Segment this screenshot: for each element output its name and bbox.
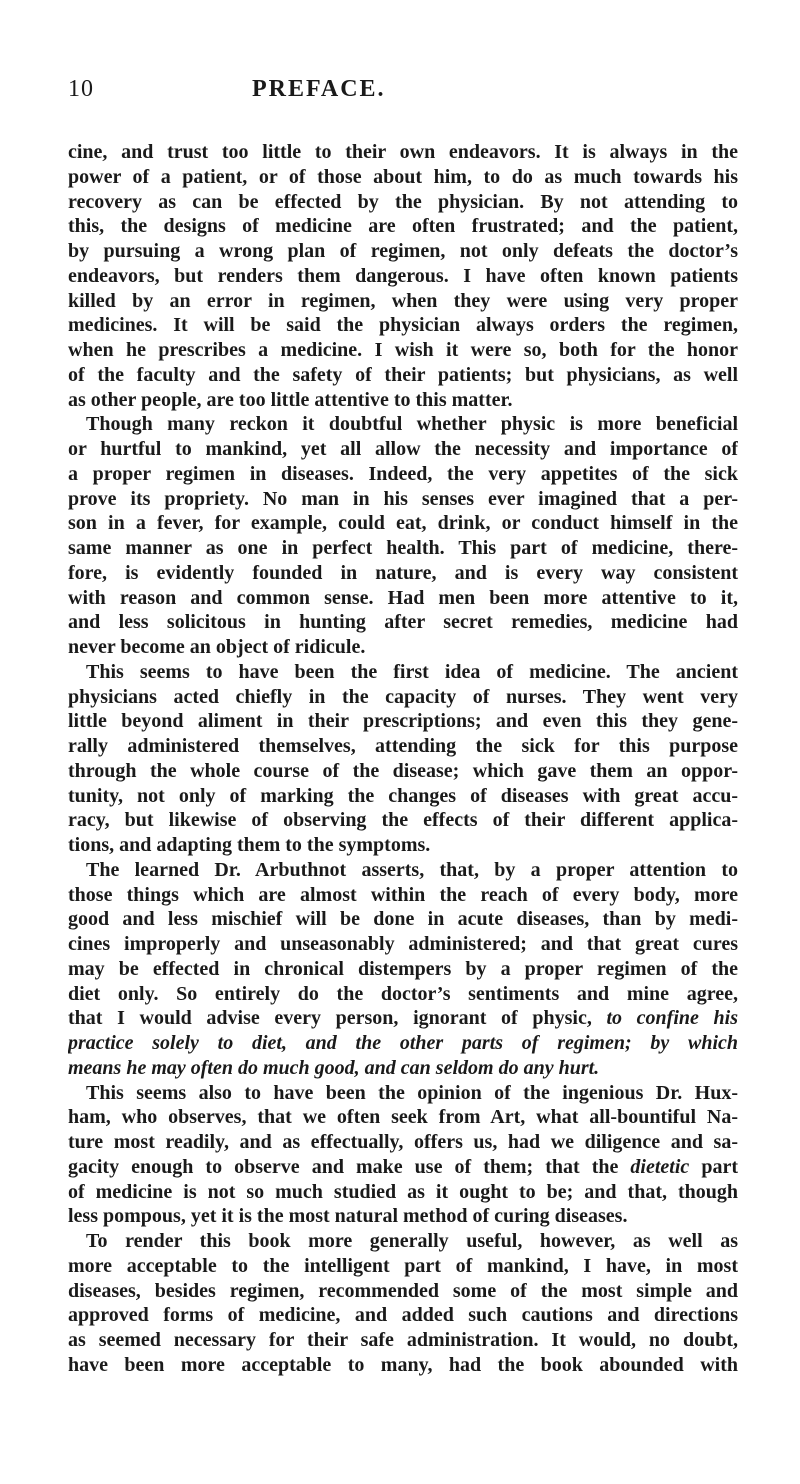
italic-run: to confine his [606, 1007, 738, 1030]
text-line: prove its propriety. No man in his senses ever imagined that a per- [68, 487, 738, 510]
text-line: recovery as can be effected by the physician. By not attending to [68, 190, 738, 213]
text-line: Though many reckon it doubtful whether physic is more beneficial [86, 413, 738, 436]
text-line: endeavors, but renders them dangerous. I have often known patients [68, 264, 738, 287]
text-line: power of a patient, or of those about him, to do as much towards his [68, 165, 738, 188]
text-line: never become an object of ridicule. [68, 636, 366, 658]
text-run: part [701, 1155, 738, 1178]
text-line: and less solicitous in hunting after secret remedies, medicine had [68, 611, 738, 634]
text-line: To render this book more generally useful, however, as well as [86, 1230, 738, 1252]
text-line: cine, and trust too little to their own endeavors. It is always in the [68, 141, 738, 163]
body-text [68, 140, 738, 1378]
text-line: have been more acceptable to many, had the book abounded with [68, 1353, 738, 1376]
text-line: when he prescribes a medicine. I wish it were so, both for the honor [68, 339, 738, 361]
text-line: as other people, are too little attentive to this matter. [68, 388, 513, 411]
text-line: those things which are almost within the reach of every body, more [68, 883, 738, 906]
text-line: ture most readily, and as effectually, offers us, had we diligence and sa- [68, 1131, 738, 1153]
text-line: less pompous, yet it is the most natural method of curing diseases. [68, 1205, 628, 1228]
text-line: little beyond aliment in their prescriptions; and even this they gene- [68, 710, 738, 733]
text-line: diseases, besides regimen, recommended some of the most simple and [68, 1279, 738, 1302]
text-run: gacity enough to observe and make use of them; that the [68, 1155, 619, 1178]
text-line: of the faculty and the safety of their patients; but physicians, as well [68, 363, 738, 386]
page-number: 10 [68, 76, 94, 102]
text-line: more acceptable to the intelligent part of mankind, I have, in most [68, 1254, 738, 1277]
text-line: This seems to have been the first idea of medicine. The ancient [86, 660, 738, 683]
text-line: may be effected in chronical distempers by a proper regimen of the [68, 957, 738, 980]
text-line: by pursuing a wrong plan of regimen, not only defeats the doctor’s [68, 240, 738, 262]
text-line: through the whole course of the disease; which gave them an oppor- [68, 759, 738, 782]
text-line: tions, and adapting them to the symptoms. [68, 834, 431, 856]
text-line: a proper regimen in diseases. Indeed, the very appetites of the sick [68, 462, 738, 485]
text-line: as seemed necessary for their safe administration. It would, no doubt, [68, 1329, 738, 1351]
text-run: that I would advise every person, ignorant of physic, [68, 1007, 592, 1030]
text-line: rally administered themselves, attending the sick for this purpose [68, 735, 738, 757]
text-line: good and less mischief will be done in acute diseases, than by medi- [68, 908, 738, 931]
text-line [68, 1006, 738, 1031]
text-line: This seems also to have been the opinion of the ingenious Dr. Hux- [86, 1081, 738, 1104]
text-line: with reason and common sense. Had men been more attentive to it, [68, 586, 738, 609]
page-header [0, 76, 800, 116]
text-line: diet only. So entirely do the doctor’s sentiments and mine agree, [68, 982, 738, 1005]
text-line: physicians acted chiefly in the capacity of nurses. They went very [68, 685, 738, 708]
text-line: approved forms of medicine, and added such cautions and directions [68, 1304, 738, 1327]
text-line: racy, but likewise of observing the effects of their different applica- [68, 809, 738, 832]
running-head: PREFACE. [252, 76, 386, 102]
text-line: fore, is evidently founded in nature, and is every way consistent [68, 561, 738, 584]
text-line: tunity, not only of marking the changes of diseases with great accu- [68, 784, 738, 807]
text-line [68, 1155, 738, 1180]
text-line: The learned Dr. Arbuthnot asserts, that, by a proper attention to [86, 858, 738, 881]
text-line: medicines. It will be said the physician always orders the regimen, [68, 314, 738, 337]
text-line: this, the designs of medicine are often frustrated; and the patient, [68, 215, 738, 238]
text-line: practice solely to diet, and the other parts of regimen; by which [68, 1032, 738, 1054]
text-line: killed by an error in regimen, when they were using very proper [68, 289, 738, 312]
text-line: or hurtful to mankind, yet all allow the necessity and importance of [68, 438, 738, 460]
text-line: of medicine is not so much studied as it ought to be; and that, though [68, 1180, 738, 1203]
text-line: son in a fever, for example, could eat, drink, or conduct himself in the [68, 512, 738, 535]
text-line: cines improperly and unseasonably administered; and that great cures [68, 933, 738, 955]
italic-run: dietetic [630, 1155, 690, 1178]
text-line: means he may often do much good, and can seldom do any hurt. [68, 1056, 600, 1079]
text-line: ham, who observes, that we often seek from Art, what all-bountiful Na- [68, 1106, 738, 1129]
text-line: same manner as one in perfect health. This part of medicine, there- [68, 537, 738, 559]
